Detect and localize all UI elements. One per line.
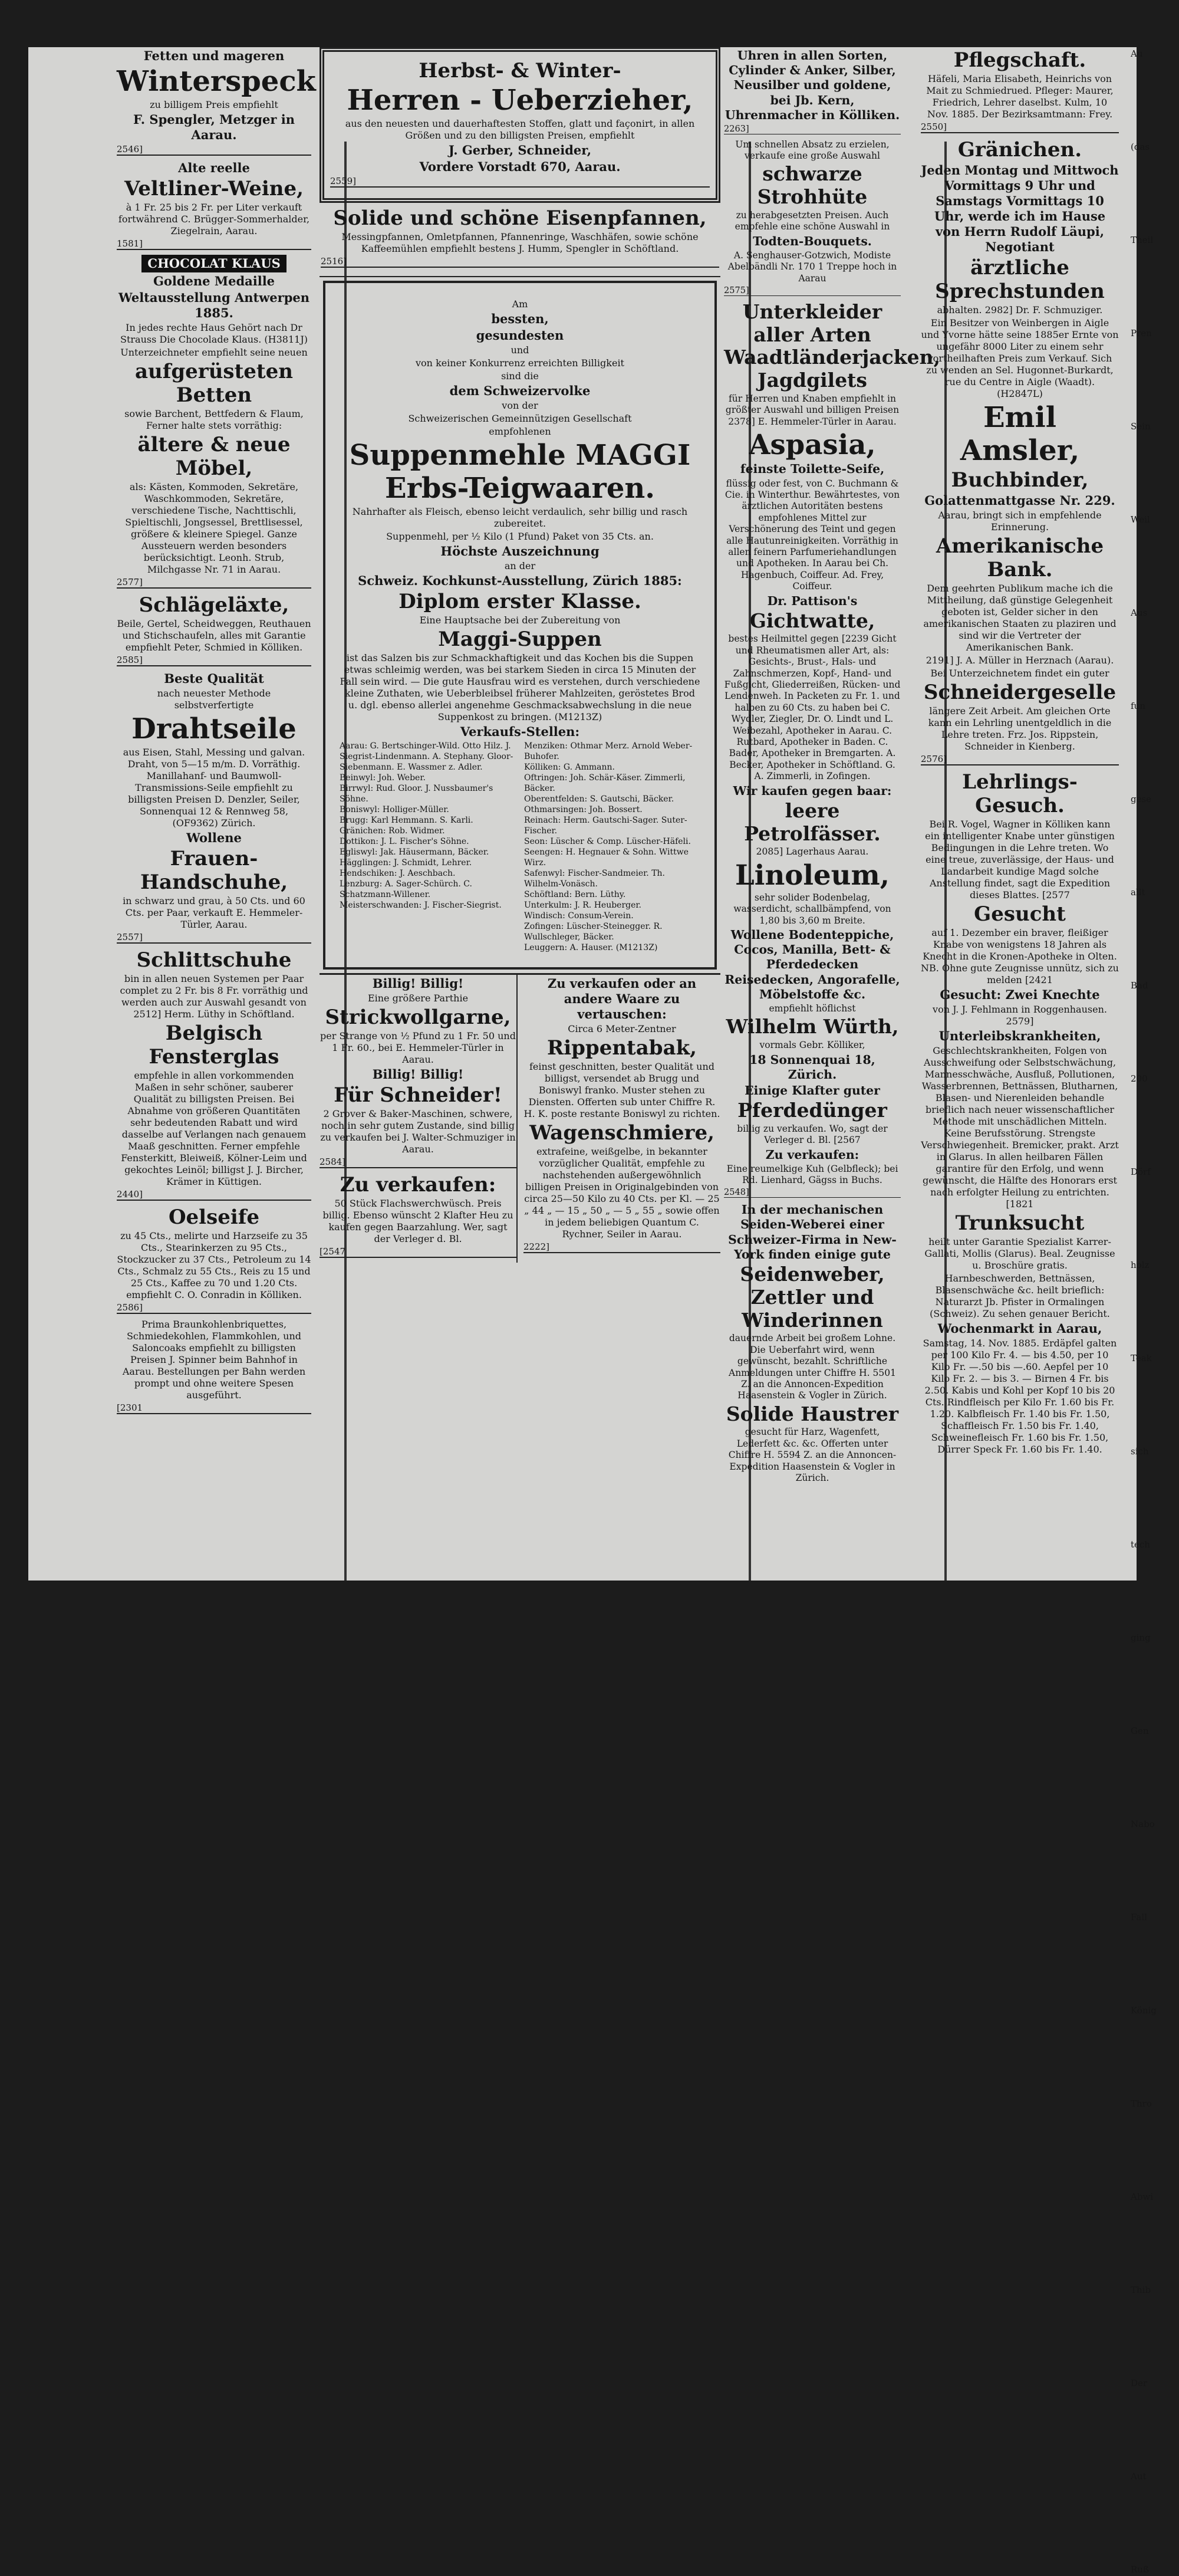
sales-point: Boniswyl: Holliger-Müller. <box>340 805 449 814</box>
c1-line: Prima Braunkohlenbriquettes, Schmiedekohlen, Flammkohlen, und Saloncoaks empfiehlt zu billigsten Preisen J. Spinner beim Bahnhof in Aarau. Bestellungen per Bahn werden prompt und ohne weitere Spesen ausgeführt. <box>122 1319 306 1401</box>
sales-point: Oberentfelden: S. Gautschi, Bäcker. <box>524 794 674 804</box>
next-page-edge <box>1131 47 1179 2575</box>
edge-fragment: tech <box>1131 1539 1150 1550</box>
c3-line: A. Senghauser-Gotzwich, Modiste Abelbändli Nr. 170 1 Treppe hoch in Aarau <box>727 249 897 284</box>
edge-fragment: Aus <box>1131 607 1148 618</box>
c1-line: Wollene <box>186 830 242 845</box>
c4-line: Amerikanische Bank. <box>936 534 1104 581</box>
c3-line: billig zu verkaufen. Wo, sagt der Verleger d. Bl. [2567 <box>737 1123 888 1146</box>
c3-line: Linoleum, <box>735 858 890 891</box>
c3-line: Dr. Pattison's <box>767 593 858 608</box>
c2top-line: Herren - Ueberzieher, <box>347 84 693 117</box>
c3-line: Wilhelm Würth, <box>726 1015 899 1039</box>
c4-line: Unterleibskrankheiten, <box>938 1029 1101 1043</box>
column-1 <box>117 47 316 1419</box>
sales-point: Windisch: Consum-Verein. <box>524 911 634 921</box>
c2top-line: Vordere Vorstadt 670, Aarau. <box>419 159 621 174</box>
c1-line: zu billigem Preis empfiehlt <box>150 99 278 110</box>
c4-line: Bei R. Vogel, Wagner in Kölliken kann ein intelligenter Knabe unter günstigen Bedingungen in die Lehre treten. Wo eine treue, zuverlässige, der Haus- und Landarbeit kundige Magd solche Anstellung findet, sagt die Expedition dieses Blattes. [2577 <box>925 819 1115 901</box>
sales-point: Aarau: G. Bertschinger-Wild. Otto Hilz. J. Siegrist-Lindenmann. A. Stephany. Gloor-Siebenmann. E. Wassmer z. Adler. <box>340 741 513 772</box>
c1-line: 2585] <box>117 655 311 666</box>
c4-line: Golattenmattgasse Nr. 229. <box>924 493 1115 508</box>
c4-line: auf 1. Dezember ein braver, fleißiger Knabe von wenigstens 18 Jahren als Knecht in die Kronen-Apotheke in Olten. NB. Ohne gute Zeugnisse unnütz, sich zu melden [2421 <box>921 927 1119 985</box>
c3-line: Um schnellen Absatz zu erzielen, verkaufe eine große Auswahl <box>735 139 890 162</box>
c1-line: empfehle in allen vorkommenden Maßen in sehr schöner, sauberer Qualität zu billigsten Preisen. Bei Abnahme von größeren Quantitäten sehr bedeutenden Rabatt und wird dasselbe auf Verlangen nach genauem Maaß geschnitten. Ferner empfehle Fensterkitt, Bleiweiß, Kölner-Leim und gekochtes Leinöl; billigst J. J. Bircher, Krämer in Küttigen. <box>121 1070 307 1187</box>
lower-ads <box>320 973 720 1263</box>
c3-line: 2575] <box>724 285 901 296</box>
c1-line: Drahtseile <box>131 712 297 745</box>
c3-line: Eine reumelkige Kuh (Gelbfleck); bei Rd. Lienhard, Gägss in Buchs. <box>726 1163 898 1186</box>
c2botL-line: 2 Grover & Baker-Maschinen, schwere, noch in sehr gutem Zustande, sind billig zu verkaufen bei J. Walter-Schmuziger in Aarau. <box>320 1108 516 1155</box>
c2botR-line: Rippentabak, <box>546 1036 697 1060</box>
edge-fragment: Pren <box>1131 328 1152 339</box>
edge-fragment: sich <box>1131 1446 1149 1457</box>
c1-line: In jedes rechte Haus Gehört nach Dr Strauss Die Chocolade Klaus. (H3811J) <box>120 322 308 345</box>
c3-line: flüssig oder fest, von C. Buchmann & Cie. in Winterthur. Bewährtestes, von ärztlichen Autoritäten bestens empfohlenes Mittel zur Verschönerung des Teint und gegen alle Hautunreinigkeiten. Vorräthig in allen feinern Parfumeriehandlungen und Apotheken. In Aarau bei Ch. Hagenbuch, Coiffeur. Ad. Frey, Coiffeur. <box>724 478 900 592</box>
c3-line: 2263] <box>724 124 901 134</box>
c3-line: Unterkleider aller Arten Waadtländerjacken, Jagdgilets <box>724 300 941 392</box>
edge-fragment: Weil <box>1131 514 1150 525</box>
c4-line: 2191] J. A. Müller in Herznach (Aarau). <box>926 655 1114 666</box>
edge-fragment: gese <box>1131 794 1152 804</box>
c2botL-line: Für Schneider! <box>334 1083 502 1107</box>
c3-line: Uhren in allen Sorten, Cylinder & Anker, Silber, Neusilber und goldene, bei Jb. Kern, Uhrenmacher in Kölliken. <box>724 48 900 122</box>
sales-point: Seon: Lüscher & Comp. Lüscher-Häfeli. <box>524 837 691 846</box>
maggi-ad <box>320 277 720 973</box>
maggi-line: Schweizerischen Gemeinnützigen Gesellschaft <box>408 413 632 424</box>
c1-line: 2546] <box>117 144 311 156</box>
maggi-line: Maggi-Suppen <box>438 627 602 651</box>
c1-line: Alte reelle <box>178 160 250 175</box>
c1-line: Fetten und mageren <box>143 48 285 63</box>
edge-fragment: Bad <box>1131 980 1148 991</box>
chocolat-klaus-banner: CHOCOLAT KLAUS <box>141 255 286 272</box>
sales-points-right <box>524 741 700 953</box>
c4-line: längere Zeit Arbeit. Am gleichen Orte kann ein Lehrling unentgeldlich in die Lehre treten. Frz. Jos. Rippstein, Schneider in Kienberg. <box>928 705 1112 752</box>
maggi-line: Suppenmehle MAGGI Erbs-Teigwaaren. <box>349 439 691 505</box>
c3-line: zu herabgesetzten Preisen. Auch empfehle eine schöne Auswahl in <box>735 210 890 232</box>
sales-point: Dottikon: J. L. Fischer's Söhne. <box>340 837 469 846</box>
c1-line: Oelseife <box>168 1205 260 1229</box>
sales-point: Hendschiken: J. Aeschbach. <box>340 869 456 878</box>
c3-line: dauernde Arbeit bei großem Lohne. Die Ueberfahrt wird, wenn gewünscht, bezahlt. Schriftliche Anmeldungen unter Chiffre H. 5501 Z. an die Annoncen-Expedition Haasenstein & Vogler in Zürich. <box>728 1333 897 1401</box>
sales-point: Unterkulm: J. R. Heuberger. <box>524 901 642 910</box>
c2top-line: J. Gerber, Schneider, <box>448 143 592 157</box>
c3-line: Zu verkaufen: <box>765 1147 859 1162</box>
maggi-line: Verkaufs-Stellen: <box>460 724 580 739</box>
c1-line: als: Kästen, Kommoden, Sekretäre, Waschkommoden, Sekretäre, verschiedene Tische, Nachttischli, Spieltischli, Jongsessel, Brettlisessel, größere & kleinere Spiegel. Ganze Aussteuern werden besonders berücksichtigt. Leonh. Strub, Milchgasse Nr. 71 in Aarau. <box>125 481 303 575</box>
c3-line: schwarze Strohhüte <box>757 162 868 209</box>
c2botL-line: Strickwollgarne, <box>325 1006 511 1029</box>
maggi-line: Höchste Auszeichnung <box>440 544 600 558</box>
c1-line: in schwarz und grau, à 50 Cts. und 60 Cts. per Paar, verkauft E. Hemmeler-Türler, Aarau. <box>123 895 305 930</box>
c1-line: 2440] <box>117 1189 311 1201</box>
c4-line: Bei Unterzeichnetem findet ein guter <box>930 668 1109 679</box>
c1-line: F. Spengler, Metzger in Aarau. <box>133 112 295 142</box>
c1-line: Weltausstellung Antwerpen 1885. <box>118 290 310 320</box>
sales-point: Safenwyl: Fischer-Sandmeier. Th. Wilhelm-Vonäsch. <box>524 869 665 889</box>
c2botL-line: Billig! Billig! <box>372 1067 464 1082</box>
edge-fragment: Abwi <box>1131 2191 1154 2202</box>
c2botL-line: Eine größere Parthie <box>367 993 469 1004</box>
c2botL-line: per Strange von ½ Pfund zu 1 Fr. 50 und 1 Fr. 60., bei E. Hemmeler-Türler in Aarau. <box>320 1030 516 1065</box>
c3-line: vormals Gebr. Kölliker, <box>759 1040 865 1051</box>
c4-line: Jeden Montag und Mittwoch Vormittags 9 Uhr und Samstags Vormittags 10 Uhr, werde ich im Hause von Herrn Rudolf Läupi, Negotiant <box>921 163 1119 254</box>
c4-line: 2576] <box>921 754 1119 765</box>
sales-point: Gränichen: Rob. Widmer. <box>340 826 445 836</box>
c3-line: Aspasia, <box>749 428 876 461</box>
c3-line: Gichtwatte, <box>749 609 875 632</box>
c1-line <box>117 255 311 272</box>
c1-line: [2301 <box>117 1402 311 1414</box>
c4-line: Emil Amsler, <box>960 401 1080 467</box>
c2top-line: 2559] <box>330 176 710 188</box>
sales-point: Birrwyl: Rud. Gloor. J. Nussbaumer's Söhne. <box>340 784 493 804</box>
sales-point: Meisterschwanden: J. Fischer-Siegrist. <box>340 901 502 910</box>
c1-line: nach neuester Methode selbstverfertigte <box>157 688 271 711</box>
edge-fragment: Fall <box>1131 1912 1147 1923</box>
c3-line: für Herren und Knaben empfiehlt in größter Auswahl und billigen Preisen 2378] E. Hemmeler-Türler in Aarau. <box>725 393 900 427</box>
maggi-body <box>340 298 700 740</box>
maggi-line: gesundesten <box>476 328 564 343</box>
pan-ad <box>320 203 720 277</box>
edge-fragment: Der <box>1131 2378 1148 2388</box>
maggi-line: sind die <box>501 370 539 382</box>
c3-line: 2548] <box>724 1187 901 1198</box>
c2pan-line: 2516] <box>321 256 719 268</box>
lower-ads-right <box>523 975 720 1263</box>
sales-point: Schöftland: Bern. Lüthy. <box>524 890 626 899</box>
overcoat-ad <box>320 47 720 203</box>
edge-fragment: Aut <box>1131 2471 1147 2482</box>
maggi-line: Suppenmehl, per ½ Kilo (1 Pfund) Paket von 35 Cts. an. <box>386 531 654 542</box>
column-2 <box>320 47 720 1263</box>
maggi-line: Diplom erster Klasse. <box>399 590 641 613</box>
c1-line: aufgerüsteten Betten <box>135 360 293 407</box>
c4-line: Samstag, 14. Nov. 1885. Erdäpfel galten per 100 Kilo Fr. 4. — bis 4.50, per 10 Kilo Fr. —.50 bis —.60. Aepfel per 10 Kilo Fr. 2. — bis 3. — Birnen 4 Fr. bis 2.50. Kabis und Kohl per Kopf 10 bis 20 Cts. Rindfleisch per Kilo Fr. 1.60 bis Fr. 1.20. Kalbfleisch Fr. 1.40 bis Fr. 1.50, Schaffleisch Fr. 1.50 bis Fr. 1.40, Schweinefleisch Fr. 1.60 bis Fr. 1.50, Dürrer Speck Fr. 1.60 bis Fr. 1.40. <box>923 1338 1117 1455</box>
c4-line: abhalten. 2982] Dr. F. Schmuziger. <box>937 304 1103 316</box>
c3-line: Wollene Bodenteppiche, Cocos, Manilla, Bett- & Pferdedecken Reisedecken, Angorafelle, Möbelstoffe &c. <box>724 928 900 1001</box>
c3-line: Todten-Bouquets. <box>753 234 872 248</box>
c4-line: Gesucht: Zwei Knechte <box>940 987 1100 1002</box>
c4-line: 2550] <box>921 121 1119 133</box>
c3-line: 2085] Lagerhaus Aarau. <box>756 846 869 857</box>
c1-line: 2586] <box>117 1302 311 1314</box>
c2pan-line: Solide und schöne Eisenpfannen, <box>333 206 707 230</box>
sales-point: Lenzburg: A. Sager-Schürch. C. Schatzmann-Willener. <box>340 879 472 899</box>
edge-fragment: Au <box>1131 48 1143 59</box>
c1-line: Unterzeichneter empfiehlt seine neuen <box>120 347 308 358</box>
sales-point: Beinwyl: Joh. Weber. <box>340 773 426 783</box>
maggi-line: bessten, <box>491 311 549 326</box>
sales-point: Hägglingen: J. Schmidt, Lehrer. <box>340 858 472 868</box>
c2botL-line: 2584] <box>320 1156 516 1168</box>
c4-line: Gesucht <box>974 902 1066 926</box>
edge-fragment: Dörf <box>1131 1167 1151 1177</box>
c4-line: Pflegschaft. <box>953 48 1086 72</box>
sales-point: Egliswyl: Jak. Häusermann, Bäcker. <box>340 847 489 857</box>
c1-line: Beste Qualität <box>164 671 264 686</box>
c1-line: Beile, Gertel, Scheidweggen, Reuthauen und Stichschaufeln, alles mit Garantie empfiehlt Peter, Schmied in Kölliken. <box>117 618 311 653</box>
c4-line: von J. J. Fehlmann in Roggenhausen. 2579] <box>933 1004 1107 1027</box>
sales-point: Brugg: Karl Hemmann. S. Karli. <box>340 816 473 825</box>
c3-line: Solide Haustrer <box>726 1402 899 1425</box>
c2botR-line: Circa 6 Meter-Zentner <box>568 1023 676 1034</box>
c3-line: feinste Toilette-Seife, <box>740 462 885 477</box>
maggi-line: dem Schweizervolke <box>449 383 591 398</box>
c1-line: 1581] <box>117 238 311 250</box>
maggi-line: von keiner Konkurrenz erreichten Billigkeit <box>416 357 624 369</box>
c1-line: Veltliner-Weine, <box>124 177 304 201</box>
c2botL-line: Billig! Billig! <box>372 976 464 991</box>
c3-line: sehr solider Bodenbelag, wasserdicht, schallbämpfend, von 1,80 bis 3,60 m Breite. <box>733 892 891 926</box>
c4-line: Aarau, bringt sich in empfehlende Erinnerung. <box>938 510 1102 533</box>
c4-line: ärztliche Sprechstunden <box>935 256 1105 303</box>
maggi-line: Nahrhafter als Fleisch, ebenso leicht verdaulich, sehr billig und rasch zubereitet. <box>352 506 688 529</box>
c3-line: empfiehlt höflichst <box>769 1003 856 1014</box>
c4-line: Gränichen. <box>957 138 1082 162</box>
edge-fragment: Gen <box>1131 1726 1149 1736</box>
c4-line: Lehrlings-Gesuch. <box>962 770 1078 817</box>
c1-line: Belgisch Fensterglas <box>149 1021 279 1069</box>
sales-point: Leuggern: A. Hauser. (M1213Z) <box>524 943 658 952</box>
edge-fragment: (das <box>1131 142 1150 152</box>
sales-points-left <box>340 741 516 953</box>
maggi-line: an der <box>504 560 536 571</box>
c1-line: zu 45 Cts., melirte und Harzseife zu 35 Cts., Stearinkerzen zu 95 Cts., Stockzucker zu 37 Cts., Petroleum zu 14 Cts., Schmalz zu 55 Cts., Reis zu 15 und 25 Cts., Kaffee zu 70 und 1.20 Cts. empfiehlt C. O. Conradin in Kölliken. <box>117 1230 311 1300</box>
sales-point: Kölliken: G. Ammann. <box>524 763 615 772</box>
maggi-line: Am <box>512 298 528 310</box>
sales-point: Reinach: Herm. Gautschi-Sager. Suter-Fischer. <box>524 816 687 836</box>
lower-ads-left <box>320 975 518 1263</box>
edge-fragment: König <box>1131 2005 1157 2016</box>
c2botR-line: feinst geschnitten, bester Qualität und billigst, versendet ab Brugg und Boniswyl franko. Muster stehen zu Diensten. Offerten sub unter Chiffre R. H. K. poste restante Boniswyl zu richten. <box>523 1061 720 1119</box>
c4-line: heilt unter Garantie Spezialist Karrer-Gallati, Mollis (Glarus). Beal. Zeugnisse u. Broschüre gratis. <box>924 1236 1115 1271</box>
c4-line: Schneidergeselle <box>923 681 1117 704</box>
c1-line: Schlägeläxte, <box>139 593 289 617</box>
c1-line: Winterspeck <box>117 65 316 98</box>
edge-fragment: Theil <box>1131 235 1154 245</box>
column-4 <box>921 47 1119 1457</box>
c3-line: 18 Sonnenquai 18, Zürich. <box>749 1052 875 1082</box>
c4-line: Geschlechtskrankheiten, Folgen von Ausschweifung oder Selbstschwächung, Mannesschwäche, Ausfluß, Pollutionen, Wasserbrennen, Bettnässen, Blutharnen, Blasen- und Nierenleiden behandle brieflich nach neuer wissenschaftlicher Methode mit unschädlichen Mitteln. Keine Berufsstörung. Strengste Verschwiegenheit. Bremicker, prakt. Arzt in Glarus. In allen heilbaren Fällen garantire für den Erfolg, und wenn gewünscht, die Hälfte des Honorars erst nach erfolgter Heilung zu entrichten. [1821 <box>921 1045 1119 1210</box>
c4-line: Harnbeschwerden, Bettnässen, Blasenschwäche &c. heilt brieflich: Naturarzt Jb. Pfister in Ormalingen (Schweiz). Zu sehen genauer Bericht. <box>930 1273 1110 1319</box>
edge-fragment: fun <box>1131 701 1145 711</box>
c2botR-line: extrafeine, weißgelbe, in bekannter vorzüglicher Qualität, empfehle zu nachstehenden außergewöhnlich billigen Preisen in Originalgebinden von circa 25—50 Kilo zu 40 Cts. per Kl. — 25 „ 44 „ — 15 „ 50 „ — 5 „ 55 „ sowie offen in jedem beliebigen Quantum C. Rychner, Seiler in Aarau. <box>524 1146 720 1240</box>
c1-line: Schlittschuhe <box>136 948 292 972</box>
c2pan-line: Messingpfannen, Omletpfannen, Pfannenringe, Waschhäfen, sowie schöne Kaffeemühlen empfiehlt bestens J. Humm, Spengler in Schöftland. <box>341 231 699 254</box>
c2botL-line: [2547 <box>320 1246 516 1258</box>
maggi-line: empfohlenen <box>489 426 551 437</box>
edge-fragment: ging <box>1131 1632 1151 1643</box>
c1-line: Frauen-Handschuhe, <box>140 847 288 894</box>
c4-line: Häfeli, Maria Elisabeth, Heinrichs von Mait zu Schmiedrued. Pfleger: Maurer, Friedrich, Lehrer daselbst. Kulm, 10 Nov. 1885. Der Bezirksamtmann: Frey. <box>926 73 1114 120</box>
edge-fragment: Thib <box>1131 2285 1151 2295</box>
c4-line: Wochenmarkt in Aarau, <box>937 1321 1102 1336</box>
c3-line: Pferdedünger <box>737 1099 887 1122</box>
sales-point: Seengen: H. Hegnauer & Sohn. Wittwe Wirz. <box>524 847 689 868</box>
c2top-line: aus den neuesten und dauerhaftesten Stoffen, glatt und façonirt, in allen Größen und zu den billigsten Preisen, empfiehlt <box>345 118 695 141</box>
c1-line: 2577] <box>117 577 311 589</box>
sales-point: Menziken: Othmar Merz. Arnold Weber-Buhofer. <box>524 741 693 761</box>
edge-fragment: Thro <box>1131 2098 1152 2109</box>
sales-point: Zofingen: Lüscher-Steinegger. R. Wullschleger, Bäcker. <box>524 922 663 942</box>
maggi-line: und <box>511 344 529 356</box>
edge-fragment: Sein <box>1131 421 1151 432</box>
c2botR-line: Zu verkaufen oder an andere Waare zu vertauschen: <box>547 976 697 1021</box>
c1-line: Goldene Medaille <box>153 274 275 288</box>
c4-line: Buchbinder, <box>951 468 1089 492</box>
sales-point: Oftringen: Joh. Schär-Käser. Zimmerli, Bäcker. <box>524 773 686 793</box>
c1-line: ältere & neue Möbel, <box>137 433 291 480</box>
c3-line: Wir kaufen gegen baar: <box>733 783 892 798</box>
c4-line: Ein Besitzer von Weinbergen in Aigle und Yvorne hätte seine 1885er Ernte von ungefähr 8000 Liter zu einem sehr vortheilhaften Preis zum Verkauf. Sich zu wenden an Sel. Hugonnet-Burkardt, rue du Centre in Aigle (Waadt). (H2847L) <box>921 317 1119 399</box>
edge-fragment: 200 <box>1131 1073 1148 1084</box>
c3-line: leere Petrolfässer. <box>744 799 881 845</box>
c3-line: Seidenweber, Zettler und Winderinnen <box>740 1262 885 1332</box>
edge-fragment: holz <box>1131 1260 1150 1270</box>
c2botR-line: Wagenschmiere, <box>529 1121 714 1145</box>
c2botR-line: 2222] <box>523 1241 720 1253</box>
edge-fragment: Nabo <box>1131 1819 1155 1829</box>
maggi-line: Eine Hauptsache bei der Zubereitung von <box>419 615 621 626</box>
c1-line: aus Eisen, Stahl, Messing und galvan. Draht, von 5—15 m/m. D. Vorräthig. Manillahanf- und Baumwoll-Transmissions-Seile empfiehlt zu billigsten Preisen D. Denzler, Seiler, Sonnenquai 12 & Rennweg 58, (OF9362) Zürich. <box>123 747 305 829</box>
c1-line: 2557] <box>117 932 311 944</box>
edge-fragment: Ruß <box>1131 2564 1149 2575</box>
c3-line: bestes Heilmittel gegen [2239 Gicht und Rheumatismen aller Art, als: Gesichts-, Brust-, Hals- und Zahnschmerzen, Kopf-, Hand- und Fußgicht, Gliederreißen, Rücken- und Lendenweh. In Packeten zu Fr. 1. und halben zu 60 Cts. zu haben bei C. Wydler, Ziegler, Dr. O. Lindt und L. Weibezahl, Apotheker in Aarau. C. Rutbard, Apotheker in Baden. C. Bader, Apotheker in Bremgarten. A. Becker, Apotheker in Schöftland. G. A. Zimmerli, in Zofingen. <box>724 633 901 782</box>
sales-point: Othmarsingen: Joh. Bossert. <box>524 805 643 814</box>
sales-points <box>340 741 700 953</box>
c1-line: sowie Barchent, Bettfedern & Flaum, Ferner halte stets vorräthig: <box>124 408 304 431</box>
c3-line: In der mechanischen Seiden-Weberei einer Schweizer-Firma in New-York finden einige gute <box>728 1202 897 1261</box>
maggi-line: Schweiz. Kochkunst-Ausstellung, Zürich 1885: <box>358 573 682 588</box>
edge-fragment: Teak <box>1131 1353 1152 1363</box>
c3-line: gesucht für Harz, Wagenfett, Lederfett &c. &c. Offerten unter Chiffre H. 5594 Z. an die Annoncen-Expedition Haasenstein & Vogler in Zürich. <box>728 1427 897 1484</box>
c4-line: Dem geehrten Publikum mache ich die Mittheilung, daß günstige Gelegenheit geboten ist, Gelder sicher in den amerikanischen Staaten zu plaziren und sind wir die Vertreter der Amerikanischen Bank. <box>923 583 1117 653</box>
c3-line: Einige Klafter guter <box>745 1083 880 1098</box>
c2botL-line: 50 Stück Flachswerchwüsch. Preis billig. Ebenso wünscht 2 Klafter Heu zu kaufen gegen Baarzahlung. Wer, sagt der Verleger d. Bl. <box>322 1198 513 1244</box>
maggi-line: von der <box>502 400 538 411</box>
edge-fragment: allt <box>1131 887 1145 898</box>
c1-line: bin in allen neuen Systemen per Paar complet zu 2 Fr. bis 8 Fr. vorräthig und werden auch zur Auswahl gesandt von 2512] Herm. Lüthy in Schöftland. <box>120 973 308 1020</box>
maggi-line: ist das Salzen bis zur Schmackhaftigkeit und das Kochen bis die Suppen etwas schleimig werden, was bei starkem Sieden in circa 15 Minuten der Fall sein wird. — Die gute Hausfrau wird es verstehen, durch verschiedene kleine Zuthaten, wie Ueberbleibsel früherer Mahlzeiten, geröstetes Brod u. dgl. ebenso allerlei angenehme Geschmacksabwechslung in die neue Suppenkost zu bringen. (M1213Z) <box>340 652 700 722</box>
c1-line: à 1 Fr. 25 bis 2 Fr. per Liter verkauft fortwährend C. Brügger-Sommerhalder, Ziegelrain, Aarau. <box>118 202 310 236</box>
c4-line: Trunksucht <box>955 1211 1085 1235</box>
c2top-line: Herbst- & Winter- <box>419 59 621 83</box>
c2botL-line: Zu verkaufen: <box>340 1173 496 1197</box>
